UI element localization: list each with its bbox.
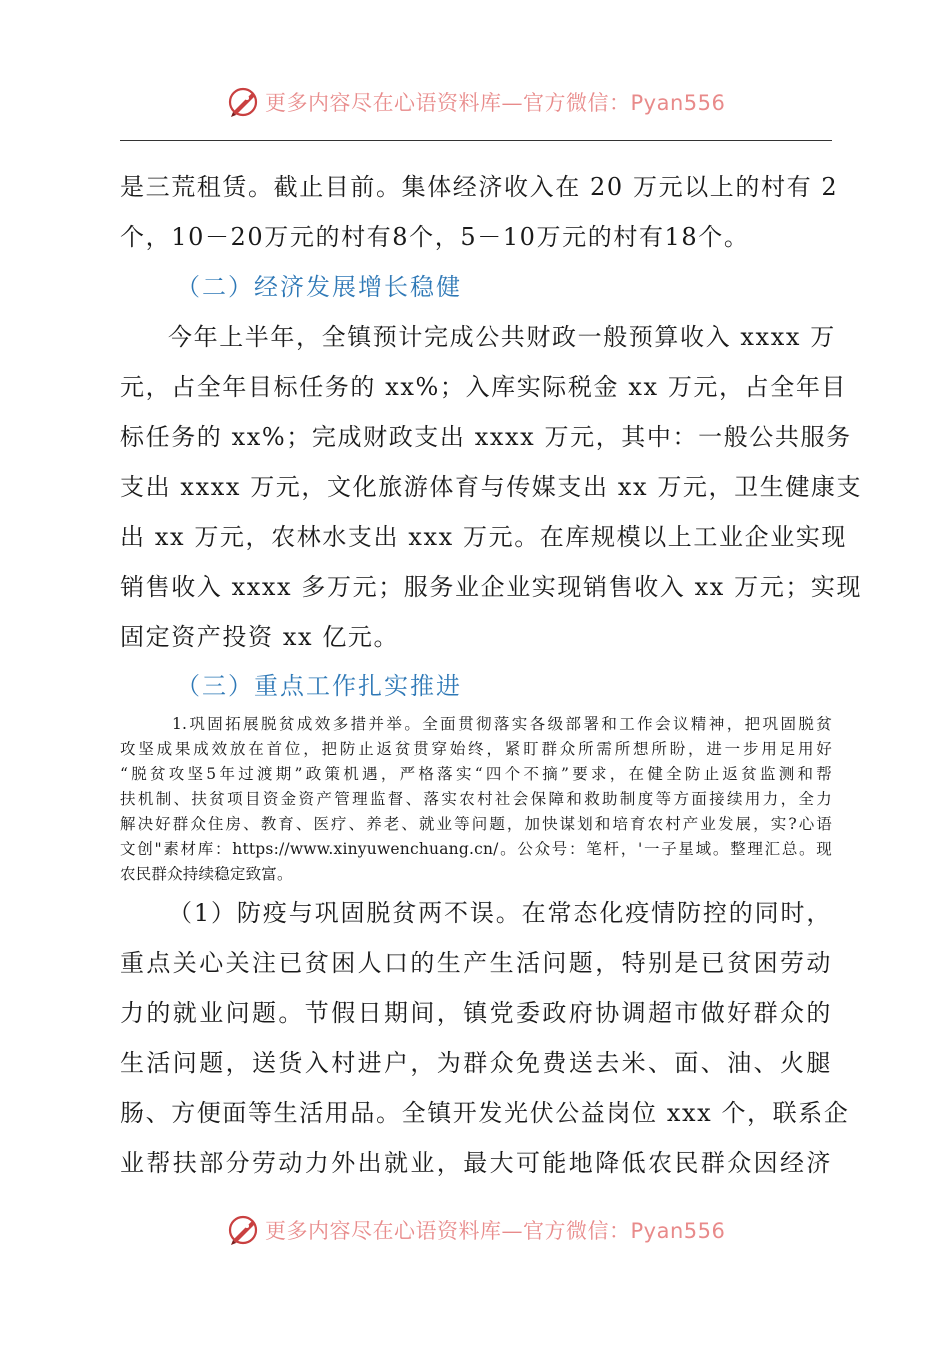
- banner-text: 更多内容尽在心语资料库—官方微信：Pyan556: [265, 1219, 726, 1243]
- body-line: （1）防疫与巩固脱贫两不误。在常态化疫情防控的同时，: [168, 899, 832, 927]
- body-line: 元，占全年目标任务的 xx%；入库实际税金 xx 万元，占全年目: [120, 373, 848, 401]
- small-text-line: 攻坚成果成效放在首位，把防止返贫贯穿始终，紧盯群众所需所想所盼，进一步用足用好: [120, 740, 832, 758]
- body-line: 是三荒租赁。截止目前。集体经济收入在 20 万元以上的村有 2: [120, 173, 839, 201]
- section-heading-3: （三）重点工作扎实推进: [176, 672, 462, 700]
- banner-text: 更多内容尽在心语资料库—官方微信：Pyan556: [265, 91, 726, 115]
- wechat-id: Pyan556: [630, 1219, 726, 1243]
- body-line: 销售收入 xxxx 多万元；服务业企业实现销售收入 xx 万元；实现: [120, 573, 863, 601]
- pen-logo-icon: [225, 1212, 261, 1248]
- wechat-id: Pyan556: [630, 91, 726, 115]
- footer-banner: [0, 1210, 950, 1250]
- body-line: 今年上半年，全镇预计完成公共财政一般预算收入 xxxx 万: [168, 323, 836, 351]
- body-line: 生活问题，送货入村进户，为群众免费送去米、面、油、火腿: [120, 1049, 832, 1077]
- body-line: 出 xx 万元，农林水支出 xxx 万元。在库规模以上工业企业实现: [120, 523, 847, 551]
- body-line: 业帮扶部分劳动力外出就业，最大可能地降低农民群众因经济: [120, 1149, 832, 1177]
- body-line: 重点关心关注已贫困人口的生产生活问题，特别是已贫困劳动: [120, 949, 832, 977]
- body-line: 标任务的 xx%；完成财政支出 xxxx 万元，其中：一般公共服务: [120, 423, 852, 451]
- small-text-line: 文创"素材库：https://www.xinyuwenchuang.cn/。公众号：笔杆，'一子星域。整理汇总。现: [120, 840, 832, 858]
- body-line: 肠、方便面等生活用品。全镇开发光伏公益岗位 xxx 个，联系企: [120, 1099, 850, 1127]
- section-heading-2: （二）经济发展增长稳健: [176, 273, 462, 301]
- small-text-line: “脱贫攻坚5年过渡期”政策机遇，严格落实“四个不摘”要求，在健全防止返贫监测和帮: [120, 765, 832, 783]
- header-divider: [120, 140, 832, 141]
- body-line: 个，10－20万元的村有8个，5－10万元的村有18个。: [120, 223, 750, 251]
- body-line: 力的就业问题。节假日期间，镇党委政府协调超市做好群众的: [120, 999, 832, 1027]
- small-text-line: 解决好群众住房、教育、医疗、养老、就业等问题，加快谋划和培育农村产业发展，实?心语: [120, 815, 832, 833]
- small-text-line: 农民群众持续稳定致富。: [120, 865, 293, 883]
- pen-logo-icon: [225, 84, 261, 120]
- small-text-line: 1.巩固拓展脱贫成效多措并举。全面贯彻落实各级部署和工作会议精神，把巩固脱贫: [172, 715, 832, 733]
- header-banner: [0, 82, 950, 122]
- body-line: 支出 xxxx 万元，文化旅游体育与传媒支出 xx 万元，卫生健康支: [120, 473, 863, 501]
- small-text-line: 扶机制、扶贫项目资金资产管理监督、落实农村社会保障和救助制度等方面接续用力，全力: [120, 790, 832, 808]
- body-line: 固定资产投资 xx 亿元。: [120, 623, 400, 651]
